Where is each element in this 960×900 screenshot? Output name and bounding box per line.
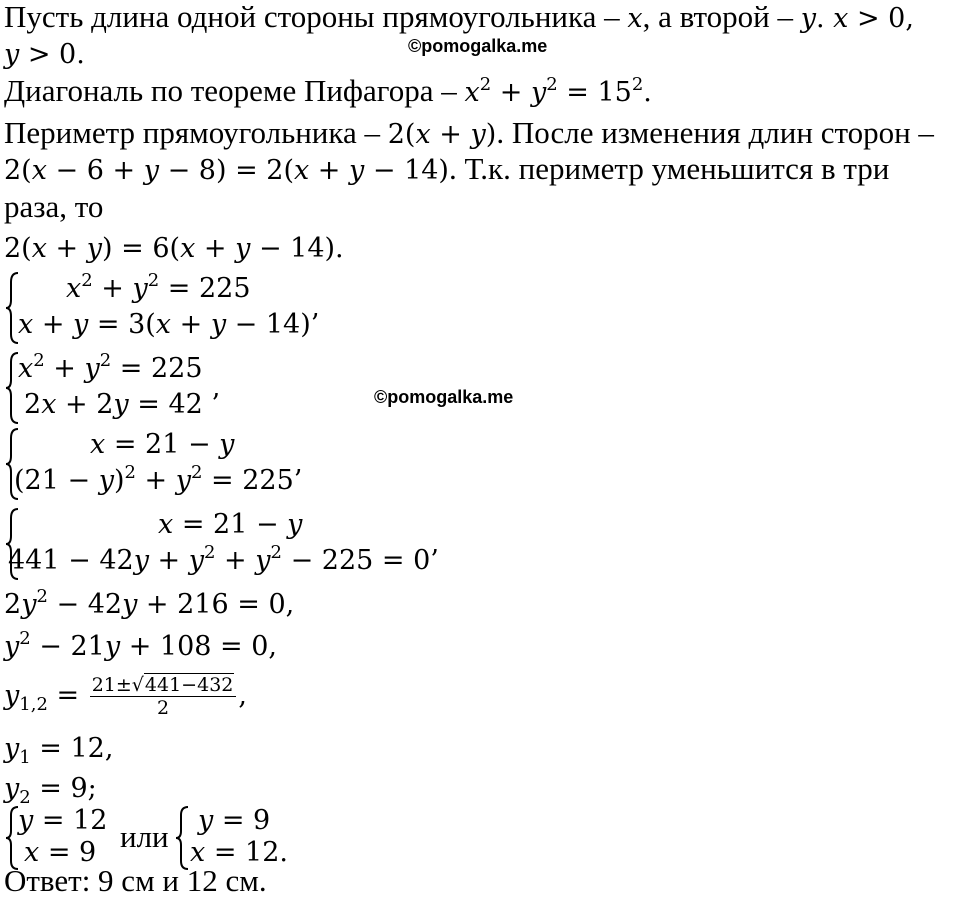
or-label: или [120,819,169,854]
watermark: ©pomogalka.me [408,36,548,56]
equation-system: x = 21 − y $441 - 42y + y^2 + y^2 - 225 = 0$’ [4,506,484,582]
equation-line: $y_2 = 9$; [4,773,97,808]
equation-system: y = 12 x = 9 [4,804,124,872]
equation-line: $y_{1,2}$ = $\frac{21\pm√441-432}{2}$ , [4,674,247,719]
equation-line: $y^2 - 21y + 108 = 0$, [4,628,278,662]
result-systems [4,804,404,872]
text-line: y > 0. [4,39,85,70]
text-line: Диагональ по теореме Пифагора – $x^2 + y^2 = 15^2$. [4,73,652,108]
text-line: Периметр прямоугольника – 2(x + y). После изменения длин сторон – [4,115,934,150]
equation-system: x = 21 − y $(21 - y)^2 + y^2 = 225$’ [4,426,364,502]
answer-line: Ответ: 9 см и 12 см. [4,863,267,898]
equation-system: $x^2 + y^2 = 225$ x + y = 3(x + y − 14)’ [4,270,364,346]
equation-line: $2y^2 - 42y + 216 = 0$, [4,586,295,620]
equation-system: y = 9 x = 12. [174,804,314,872]
equation-system: $x^2 + y^2 = 225$ 2x + 2y = 42 ’ [4,350,264,426]
text-line: раза, то [4,189,104,224]
watermark: ©pomogalka.me [374,387,514,407]
text-line: Пусть длина одной стороны прямоугольника – x, а второй – y. x > 0, [4,0,914,34]
fraction: $\frac{21\pm√441-432}{2}$ [90,674,237,719]
equation-line: $y_1 = 12$, [4,733,114,768]
left-brace-icon [174,804,190,872]
text-line: 2(x − 6 + y − 8) = 2(x + y − 14). Т.к. периметр уменьшится в три [4,151,890,186]
equation-line: 2(x + y) = 6(x + y − 14). [4,233,344,264]
